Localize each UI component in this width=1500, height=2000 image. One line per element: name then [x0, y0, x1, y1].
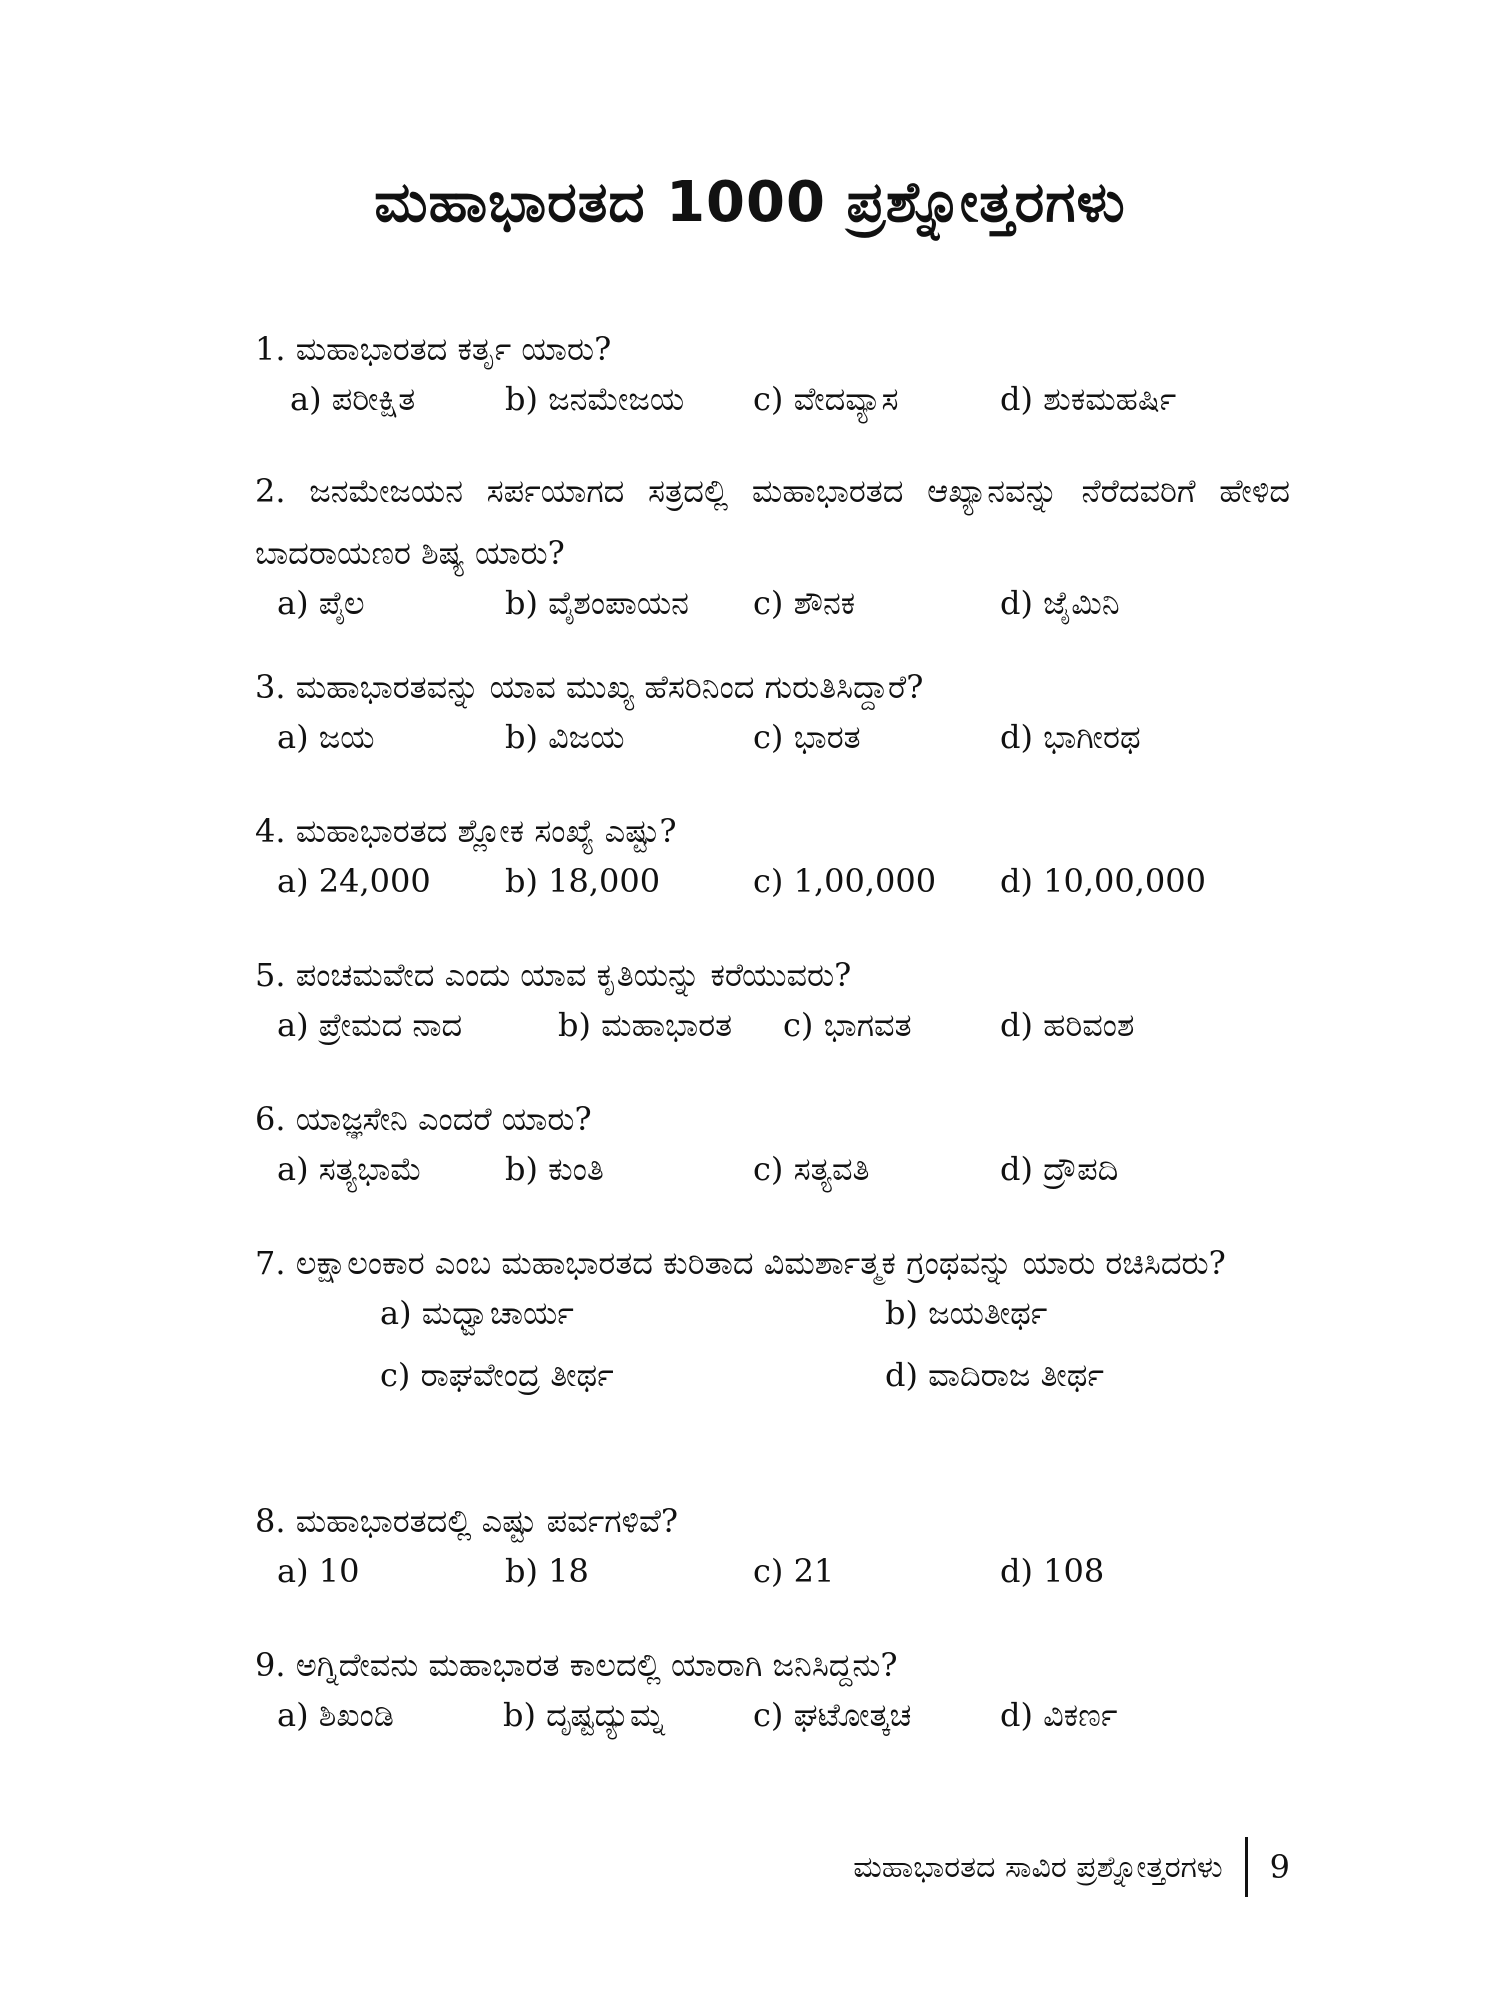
- option-a: a) ಪರೀಕ್ಷಿತ: [290, 380, 416, 418]
- option-b: b) ಜನಮೇಜಯ: [505, 380, 685, 418]
- question-text: 1. ಮಹಾಭಾರತದ ಕರ್ತೃ ಯಾರು?: [255, 330, 612, 368]
- options-row: [255, 584, 1290, 642]
- question-6: [255, 1088, 1290, 1208]
- question-1: [255, 318, 1290, 438]
- running-book-title: ಮಹಾಭಾರತದ ಸಾವಿರ ಪ್ರಶ್ನೋತ್ತರಗಳು: [853, 1849, 1223, 1885]
- option-c: c) 21: [753, 1552, 835, 1590]
- option-a: a) ಸತ್ಯಭಾಮೆ: [277, 1150, 422, 1188]
- option-a: a) ಪ್ರೇಮದ ನಾದ: [277, 1006, 463, 1044]
- option-c: c) ಘಟೋತ್ಕಚ: [753, 1696, 912, 1734]
- options-row: [255, 718, 1290, 776]
- option-b: b) 18: [505, 1552, 589, 1590]
- question-7: [255, 1232, 1290, 1418]
- option-a: a) 24,000: [277, 862, 431, 900]
- question-2: [255, 460, 1290, 642]
- question-9: [255, 1634, 1290, 1754]
- option-c: c) ರಾಘವೇಂದ್ರ ತೀರ್ಥ: [380, 1356, 614, 1394]
- option-a: a) ಪೈಲ: [277, 584, 365, 622]
- question-text: 9. ಅಗ್ನಿದೇವನು ಮಹಾಭಾರತ ಕಾಲದಲ್ಲಿ ಯಾರಾಗಿ ಜನಿಸಿದ್ದನು?: [255, 1646, 898, 1684]
- option-c: c) ವೇದವ್ಯಾಸ: [753, 380, 899, 418]
- option-d: d) ಹರಿವಂಶ: [1000, 1006, 1135, 1044]
- options-row: [255, 1356, 1290, 1418]
- page-title: ಮಹಾಭಾರತದ 1000 ಪ್ರಶ್ನೋತ್ತರಗಳು: [374, 170, 1126, 235]
- page-number: 9: [1269, 1848, 1290, 1886]
- options-row: [255, 1294, 1290, 1356]
- option-b: b) 18,000: [505, 862, 661, 900]
- page-footer: [853, 1835, 1290, 1899]
- question-text: 6. ಯಾಜ್ಞಸೇನಿ ಎಂದರೆ ಯಾರು?: [255, 1100, 592, 1138]
- option-d: d) ಭಾಗೀರಥ: [1000, 718, 1141, 756]
- options-row: [255, 380, 1290, 438]
- question-text: 3. ಮಹಾಭಾರತವನ್ನು ಯಾವ ಮುಖ್ಯ ಹೆಸರಿನಿಂದ ಗುರುತಿಸಿದ್ದಾರೆ?: [255, 668, 924, 706]
- question-4: [255, 800, 1290, 920]
- option-d: d) 108: [1000, 1552, 1105, 1590]
- option-a: a) ಶಿಖಂಡಿ: [277, 1696, 394, 1734]
- question-text: 2. ಜನಮೇಜಯನ ಸರ್ಪಯಾಗದ ಸತ್ರದಲ್ಲಿ ಮಹಾಭಾರತದ ಆಖ್ಯಾನವನ್ನು ನೆರೆದವರಿಗೆ ಹೇಳಿದ ಬಾದರಾಯಣರ ಶಿಷ್ಯ ಯಾರು?: [255, 472, 1290, 572]
- options-row: [255, 1006, 1290, 1064]
- option-d: d) ಜೈಮಿನಿ: [1000, 584, 1120, 622]
- option-a: a) 10: [277, 1552, 360, 1590]
- option-a: a) ಮಧ್ವಾಚಾರ್ಯ: [380, 1294, 574, 1332]
- question-text: 7. ಲಕ್ಷಾಲಂಕಾರ ಎಂಬ ಮಹಾಭಾರತದ ಕುರಿತಾದ ವಿಮರ್ಶಾತ್ಮಕ ಗ್ರಂಥವನ್ನು ಯಾರು ರಚಿಸಿದರು?: [255, 1244, 1226, 1282]
- option-d: d) ಶುಕಮಹರ್ಷಿ: [1000, 380, 1177, 418]
- question-text: 8. ಮಹಾಭಾರತದಲ್ಲಿ ಎಷ್ಟು ಪರ್ವಗಳಿವೆ?: [255, 1502, 679, 1540]
- option-d: d) ವಿಕರ್ಣ: [1000, 1696, 1118, 1734]
- options-row: [255, 1150, 1290, 1208]
- question-8: [255, 1490, 1290, 1610]
- option-c: c) ಶೌನಕ: [753, 584, 856, 622]
- option-b: b) ವಿಜಯ: [505, 718, 625, 756]
- option-b: b) ದೃಷ್ಟದ್ಯುಮ್ನ: [503, 1696, 665, 1734]
- option-b: b) ಕುಂತಿ: [505, 1150, 604, 1188]
- option-c: c) ಭಾಗವತ: [783, 1006, 912, 1044]
- question-3: [255, 656, 1290, 776]
- option-c: c) 1,00,000: [753, 862, 937, 900]
- option-c: c) ಭಾರತ: [753, 718, 861, 756]
- option-d: d) 10,00,000: [1000, 862, 1206, 900]
- options-row: [255, 1552, 1290, 1610]
- options-row: [255, 1696, 1290, 1754]
- option-d: d) ವಾದಿರಾಜ ತೀರ್ಥ: [885, 1356, 1104, 1394]
- options-row: [255, 862, 1290, 920]
- option-d: d) ದ್ರೌಪದಿ: [1000, 1150, 1119, 1188]
- question-text: 4. ಮಹಾಭಾರತದ ಶ್ಲೋಕ ಸಂಖ್ಯೆ ಎಷ್ಟು?: [255, 812, 677, 850]
- option-a: a) ಜಯ: [277, 718, 375, 756]
- option-b: b) ವೈಶಂಪಾಯನ: [505, 584, 689, 622]
- question-text: 5. ಪಂಚಮವೇದ ಎಂದು ಯಾವ ಕೃತಿಯನ್ನು ಕರೆಯುವರು?: [255, 956, 852, 994]
- question-5: [255, 944, 1290, 1064]
- option-b: b) ಮಹಾಭಾರತ: [558, 1006, 733, 1044]
- option-b: b) ಜಯತೀರ್ಥ: [885, 1294, 1048, 1332]
- option-c: c) ಸತ್ಯವತಿ: [753, 1150, 870, 1188]
- footer-divider: [1245, 1837, 1248, 1897]
